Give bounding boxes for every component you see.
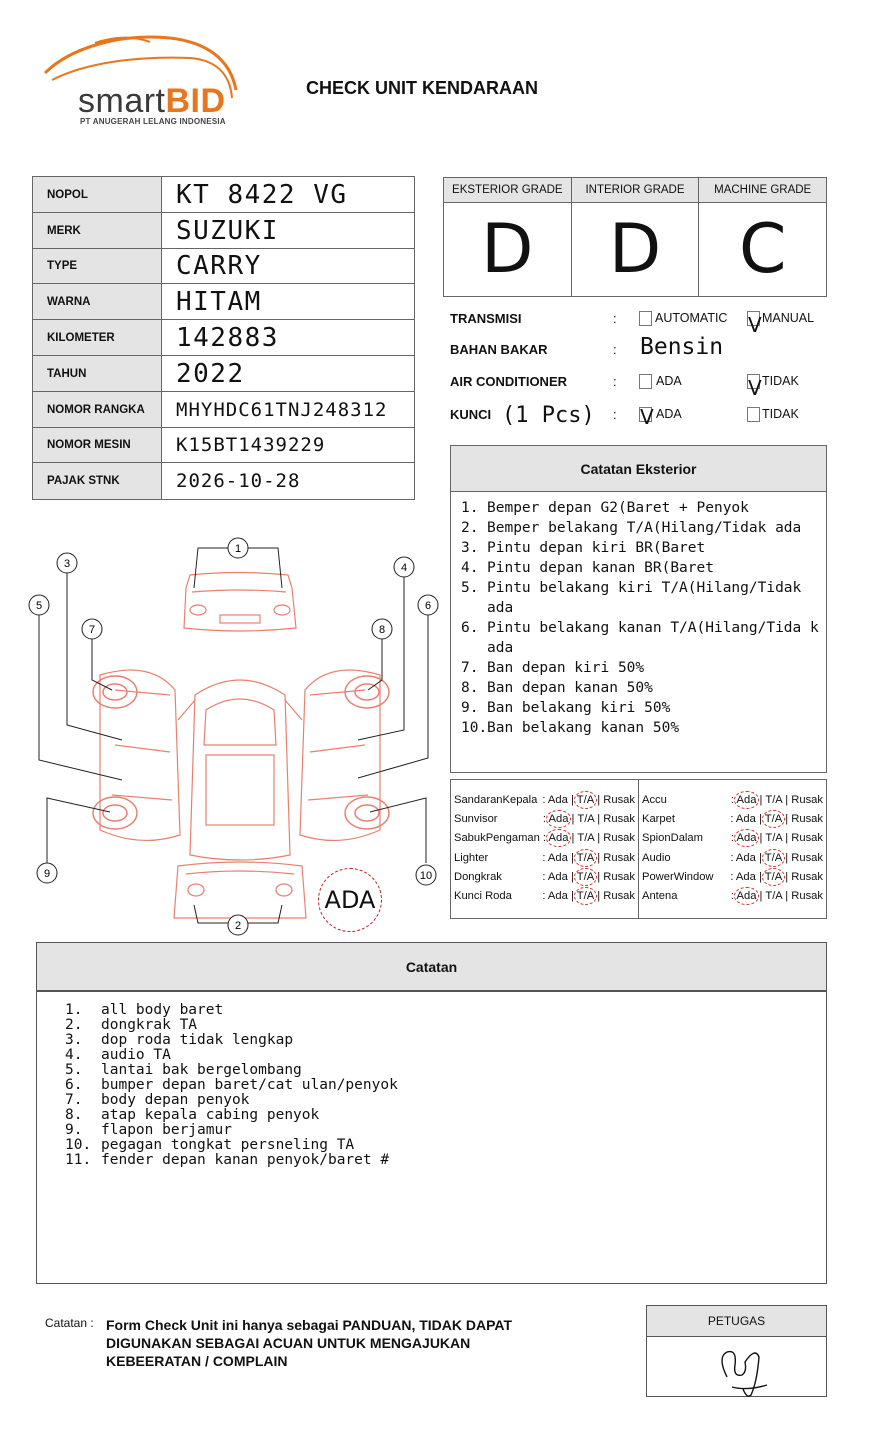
- exterior-notes-title: Catatan Eksterior: [451, 446, 826, 492]
- note-item: [65, 1108, 826, 1123]
- accessory-option-ta[interactable]: T/A: [576, 851, 595, 864]
- accessory-row: [451, 790, 638, 809]
- note-item: [65, 1078, 826, 1093]
- separator: |: [597, 851, 601, 864]
- accessory-name: Kunci Roda: [454, 890, 512, 903]
- identity-label: NOPOL: [33, 177, 162, 212]
- accessory-option-ta[interactable]: T/A: [765, 890, 783, 903]
- notes-list: [37, 992, 826, 1168]
- accessory-name: SpionDalam: [642, 832, 703, 845]
- identity-value: 2026-10-28: [176, 470, 301, 492]
- exterior-note-item: [461, 558, 826, 578]
- separator: |: [570, 890, 574, 903]
- accessory-option-rusak[interactable]: Rusak: [603, 870, 635, 883]
- exterior-note-item: [461, 718, 826, 738]
- marker-number: 7: [88, 624, 96, 636]
- identity-label: MERK: [33, 213, 162, 248]
- note-text: dop roda tidak lengkap: [101, 1032, 294, 1048]
- accessory-option-rusak[interactable]: Rusak: [791, 812, 823, 825]
- vehicle-identity-table: [32, 176, 415, 500]
- exterior-note-item: [461, 658, 826, 678]
- identity-value: KT 8422 VG: [176, 179, 348, 210]
- separator: |: [597, 793, 601, 806]
- accessory-options: : Ada | T/A | Rusak: [542, 832, 635, 845]
- checkbox-automatic[interactable]: [639, 311, 652, 326]
- accessory-options: : Ada | T/A | Rusak: [542, 851, 635, 864]
- logo-wordmark: smartBID: [78, 82, 226, 120]
- note-item: [65, 1018, 826, 1033]
- identity-row-type: [33, 249, 414, 284]
- notes-title: Catatan: [37, 943, 826, 992]
- note-text: Bemper belakang T/A(Hilang/Tidak ada: [487, 520, 802, 536]
- accessory-option-ada[interactable]: Ada: [547, 851, 568, 864]
- accessory-option-ta[interactable]: T/A: [765, 832, 783, 845]
- identity-label: PAJAK STNK: [33, 463, 162, 499]
- identity-value: SUZUKI: [176, 215, 279, 246]
- notes-panel: [36, 942, 827, 1284]
- accessory-option-ada[interactable]: Ada: [547, 870, 568, 883]
- accessory-option-ada[interactable]: Ada: [735, 870, 756, 883]
- note-item: [65, 1003, 826, 1018]
- spare-tire-status: ADA: [318, 868, 382, 932]
- grade-label: INTERIOR GRADE: [572, 178, 699, 203]
- accessory-option-ada[interactable]: Ada: [736, 890, 757, 903]
- note-number: 9.: [461, 700, 479, 716]
- grade-exterior: [444, 178, 572, 296]
- note-number: 2.: [461, 520, 479, 536]
- separator: |: [571, 812, 575, 825]
- separator: |: [785, 870, 789, 883]
- note-text: Pintu belakang kanan T/A(Hilang/Tida k ada: [487, 620, 819, 656]
- grade-value: D: [608, 210, 662, 289]
- note-number: 4.: [65, 1047, 83, 1063]
- separator: |: [570, 793, 574, 806]
- note-item: [65, 1048, 826, 1063]
- accessory-option-ta[interactable]: T/A: [577, 812, 595, 825]
- accessory-row: [639, 809, 826, 828]
- note-text: Ban belakang kiri 50%: [487, 700, 671, 716]
- note-number: 11.: [65, 1152, 92, 1168]
- note-number: 2.: [65, 1017, 83, 1033]
- note-text: all body baret: [101, 1002, 224, 1018]
- identity-row-pajak-stnk: [33, 463, 414, 499]
- accessories-panel: [450, 779, 827, 919]
- option-automatic-label: AUTOMATIC: [655, 311, 728, 325]
- exterior-note-item: [461, 578, 826, 618]
- exterior-notes-list: [451, 492, 826, 738]
- accessory-row: [639, 790, 826, 809]
- marker-number: 4: [400, 562, 408, 574]
- separator: |: [570, 870, 574, 883]
- identity-value: HITAM: [176, 286, 262, 317]
- accessory-option-rusak[interactable]: Rusak: [791, 851, 823, 864]
- spec-bahan-bakar-value: Bensin: [640, 334, 724, 360]
- separator: |: [759, 793, 763, 806]
- identity-row-kilometer: [33, 320, 414, 356]
- accessory-name: Audio: [642, 851, 671, 864]
- identity-label: TYPE: [33, 249, 162, 283]
- separator: |: [785, 851, 789, 864]
- checkbox-kunci-tidak[interactable]: [747, 407, 760, 422]
- vehicle-damage-diagram: [20, 530, 450, 940]
- identity-row-nopol: [33, 177, 414, 213]
- option-tidak-label: TIDAK: [762, 407, 799, 421]
- accessory-row: [451, 809, 638, 828]
- accessory-option-ada[interactable]: Ada: [548, 832, 569, 845]
- exterior-note-item: [461, 698, 826, 718]
- note-number: 10.: [65, 1137, 92, 1153]
- accessory-option-ada[interactable]: Ada: [735, 812, 756, 825]
- marker-number: 3: [63, 558, 71, 570]
- spec-bahan-bakar-label: BAHAN BAKAR: [450, 342, 548, 357]
- footer-note-label: Catatan :: [45, 1316, 94, 1330]
- accessory-option-ada[interactable]: Ada: [548, 812, 569, 825]
- identity-label: NOMOR RANGKA: [33, 392, 162, 427]
- spec-ac-label: AIR CONDITIONER: [450, 374, 567, 389]
- option-ada-label: ADA: [656, 407, 682, 421]
- spec-transmisi-label: TRANSMISI: [450, 311, 522, 326]
- separator: |: [785, 793, 789, 806]
- marker-leader-lines: [39, 548, 428, 923]
- page-title: CHECK UNIT KENDARAAN: [306, 78, 538, 98]
- note-text: dongkrak TA: [101, 1017, 198, 1033]
- note-text: bumper depan baret/cat ulan/penyok: [101, 1077, 398, 1093]
- accessory-name: Karpet: [642, 812, 675, 825]
- note-number: 3.: [65, 1032, 83, 1048]
- officer-label: PETUGAS: [647, 1306, 826, 1337]
- damage-markers: [29, 538, 438, 935]
- tick-mark: V: [640, 405, 654, 429]
- option-manual-label: MANUAL: [762, 311, 815, 325]
- officer-signature-box: [646, 1305, 827, 1397]
- accessory-option-rusak[interactable]: Rusak: [603, 890, 635, 903]
- accessory-option-ta[interactable]: T/A: [576, 870, 595, 883]
- accessory-name: Lighter: [454, 851, 489, 864]
- marker-number: 8: [378, 624, 386, 636]
- marker-number: 1: [234, 543, 242, 555]
- note-number: 1.: [461, 500, 479, 516]
- note-number: 9.: [65, 1122, 83, 1138]
- option-tidak-label: TIDAK: [762, 374, 799, 388]
- grade-value: C: [738, 210, 787, 289]
- identity-label: TAHUN: [33, 356, 162, 391]
- separator: |: [571, 832, 575, 845]
- accessory-options: : Ada | T/A | Rusak: [730, 832, 823, 845]
- accessory-option-ta[interactable]: T/A: [764, 870, 783, 883]
- accessory-option-rusak[interactable]: Rusak: [791, 832, 823, 845]
- identity-value: CARRY: [176, 251, 262, 281]
- identity-row-warna: [33, 284, 414, 320]
- marker-number: 9: [43, 868, 51, 880]
- note-item: [65, 1123, 826, 1138]
- accessory-row: [639, 848, 826, 867]
- spec-kunci-label: KUNCI: [450, 407, 492, 422]
- accessory-options: : Ada | T/A | Rusak: [730, 851, 823, 864]
- spec-colon: :: [613, 374, 617, 389]
- exterior-note-item: [461, 678, 826, 698]
- accessory-options: : Ada | T/A | Rusak: [542, 890, 635, 903]
- note-number: 6.: [65, 1077, 83, 1093]
- note-text: audio TA: [101, 1047, 171, 1063]
- accessory-option-ada[interactable]: Ada: [736, 832, 757, 845]
- note-number: 10.: [461, 720, 488, 736]
- checkbox-ac-ada[interactable]: [639, 374, 652, 389]
- note-number: 8.: [461, 680, 479, 696]
- note-text: Pintu depan kiri BR(Baret: [487, 540, 706, 556]
- separator: |: [597, 870, 601, 883]
- accessory-option-ada[interactable]: Ada: [735, 851, 756, 864]
- option-ada-label: ADA: [656, 374, 682, 388]
- separator: |: [597, 890, 601, 903]
- accessory-row: [451, 848, 638, 867]
- grade-label: EKSTERIOR GRADE: [444, 178, 571, 203]
- accessory-name: PowerWindow: [642, 870, 714, 883]
- logo-company-name: PT ANUGERAH LELANG INDONESIA: [80, 117, 226, 126]
- note-number: 1.: [65, 1002, 83, 1018]
- separator: |: [758, 851, 762, 864]
- separator: |: [759, 832, 763, 845]
- note-number: 7.: [461, 660, 479, 676]
- note-text: Pintu belakang kiri T/A(Hilang/Tidak ada: [487, 580, 802, 616]
- note-number: 7.: [65, 1092, 83, 1108]
- accessories-column-left: [451, 780, 639, 918]
- note-item: [65, 1093, 826, 1108]
- identity-value: 142883: [176, 322, 279, 353]
- car-outline: [100, 573, 380, 919]
- note-number: 3.: [461, 540, 479, 556]
- accessory-option-rusak[interactable]: Rusak: [603, 812, 635, 825]
- separator: |: [597, 832, 601, 845]
- note-text: Bemper depan G2(Baret + Penyok: [487, 500, 749, 516]
- accessory-options: : Ada | T/A | Rusak: [730, 793, 823, 806]
- grade-interior: [572, 178, 700, 296]
- accessory-name: Sunvisor: [454, 812, 498, 825]
- note-text: Ban belakang kanan 50%: [487, 720, 680, 736]
- accessory-options: : Ada | T/A | Rusak: [730, 870, 823, 883]
- accessory-row: [451, 867, 638, 886]
- exterior-notes-panel: [450, 445, 827, 773]
- exterior-note-item: [461, 498, 826, 518]
- note-text: flapon berjamur: [101, 1122, 232, 1138]
- accessory-options: : Ada | T/A | Rusak: [730, 890, 823, 903]
- separator: |: [597, 812, 601, 825]
- note-number: 4.: [461, 560, 479, 576]
- marker-number: 2: [234, 920, 242, 932]
- note-text: Ban depan kanan 50%: [487, 680, 653, 696]
- note-number: 8.: [65, 1107, 83, 1123]
- note-text: Ban depan kiri 50%: [487, 660, 645, 676]
- accessory-option-rusak[interactable]: Rusak: [791, 870, 823, 883]
- grade-value: D: [481, 210, 534, 289]
- identity-row-tahun: [33, 356, 414, 392]
- note-item: [65, 1153, 826, 1168]
- separator: |: [785, 812, 789, 825]
- identity-label: NOMOR MESIN: [33, 428, 162, 462]
- accessory-options: : Ada | T/A | Rusak: [542, 793, 635, 806]
- footer-disclaimer: Form Check Unit ini hanya sebagai PANDUAN, TIDAK DAPAT DIGUNAKAN SEBAGAI ACUAN UNTUK MENGAJUKAN KEBEERATAN / COMPLAIN: [106, 1317, 513, 1369]
- accessory-option-ada[interactable]: Ada: [547, 793, 568, 806]
- tick-mark: V: [748, 313, 762, 337]
- spec-colon: :: [613, 342, 617, 357]
- note-number: 5.: [65, 1062, 83, 1078]
- accessory-option-ta[interactable]: T/A: [764, 812, 783, 825]
- accessory-option-rusak[interactable]: Rusak: [791, 890, 823, 903]
- signature-image: [647, 1337, 826, 1397]
- identity-value: MHYHDC61TNJ248312: [176, 398, 388, 421]
- accessory-option-ta[interactable]: T/A: [765, 793, 783, 806]
- grade-label: MACHINE GRADE: [699, 178, 826, 203]
- note-text: atap kepala cabing penyok: [101, 1107, 320, 1123]
- spec-kunci-qty: (1 Pcs): [502, 403, 595, 428]
- accessory-name: SabukPengaman: [454, 832, 540, 845]
- accessory-option-ada[interactable]: Ada: [736, 793, 757, 806]
- accessories-column-right: [639, 780, 826, 918]
- note-text: Pintu depan kanan BR(Baret: [487, 560, 714, 576]
- accessory-option-ta[interactable]: T/A: [576, 890, 595, 903]
- accessory-row: [451, 829, 638, 848]
- marker-number: 5: [35, 600, 43, 612]
- accessory-option-rusak[interactable]: Rusak: [791, 793, 823, 806]
- identity-row-merk: [33, 213, 414, 249]
- accessory-name: Accu: [642, 793, 667, 806]
- separator: |: [758, 812, 762, 825]
- accessory-row: [451, 886, 638, 905]
- accessory-row: [639, 829, 826, 848]
- identity-value: K15BT1439229: [176, 434, 326, 456]
- accessory-option-rusak[interactable]: Rusak: [603, 793, 635, 806]
- grade-table: [443, 177, 827, 297]
- marker-number: 10: [419, 870, 433, 882]
- separator: |: [758, 870, 762, 883]
- identity-row-nomor-mesin: [33, 428, 414, 463]
- note-number: 5.: [461, 580, 479, 596]
- accessory-option-ta[interactable]: T/A: [576, 793, 595, 806]
- identity-value: 2022: [176, 358, 245, 389]
- separator: |: [570, 851, 574, 864]
- note-number: 6.: [461, 620, 479, 636]
- accessory-option-ada[interactable]: Ada: [547, 890, 568, 903]
- accessory-option-ta[interactable]: T/A: [577, 832, 595, 845]
- accessory-row: [639, 886, 826, 905]
- identity-label: KILOMETER: [33, 320, 162, 355]
- note-item: [65, 1033, 826, 1048]
- note-text: pegagan tongkat persneling TA: [101, 1137, 355, 1153]
- accessory-option-rusak[interactable]: Rusak: [603, 851, 635, 864]
- note-text: fender depan kanan penyok/baret #: [101, 1152, 390, 1168]
- accessory-option-ta[interactable]: T/A: [764, 851, 783, 864]
- separator: |: [785, 890, 789, 903]
- identity-label: WARNA: [33, 284, 162, 319]
- accessory-name: Dongkrak: [454, 870, 502, 883]
- marker-number: 6: [424, 600, 432, 612]
- identity-row-nomor-rangka: [33, 392, 414, 428]
- accessory-options: : Ada | T/A | Rusak: [730, 812, 823, 825]
- exterior-note-item: [461, 618, 826, 658]
- exterior-note-item: [461, 518, 826, 538]
- note-text: lantai bak bergelombang: [101, 1062, 302, 1078]
- accessory-name: Antena: [642, 890, 678, 903]
- separator: |: [759, 890, 763, 903]
- grade-machine: [699, 178, 826, 296]
- spec-colon: :: [613, 407, 617, 422]
- note-text: body depan penyok: [101, 1092, 250, 1108]
- tick-mark: V: [748, 376, 762, 400]
- accessory-option-rusak[interactable]: Rusak: [603, 832, 635, 845]
- exterior-note-item: [461, 538, 826, 558]
- accessory-row: [639, 867, 826, 886]
- accessory-name: SandaranKepala: [454, 793, 538, 806]
- note-item: [65, 1138, 826, 1153]
- spec-colon: :: [613, 311, 617, 326]
- accessory-options: : Ada | T/A | Rusak: [542, 870, 635, 883]
- accessory-options: : Ada | T/A | Rusak: [542, 812, 635, 825]
- separator: |: [785, 832, 789, 845]
- note-item: [65, 1063, 826, 1078]
